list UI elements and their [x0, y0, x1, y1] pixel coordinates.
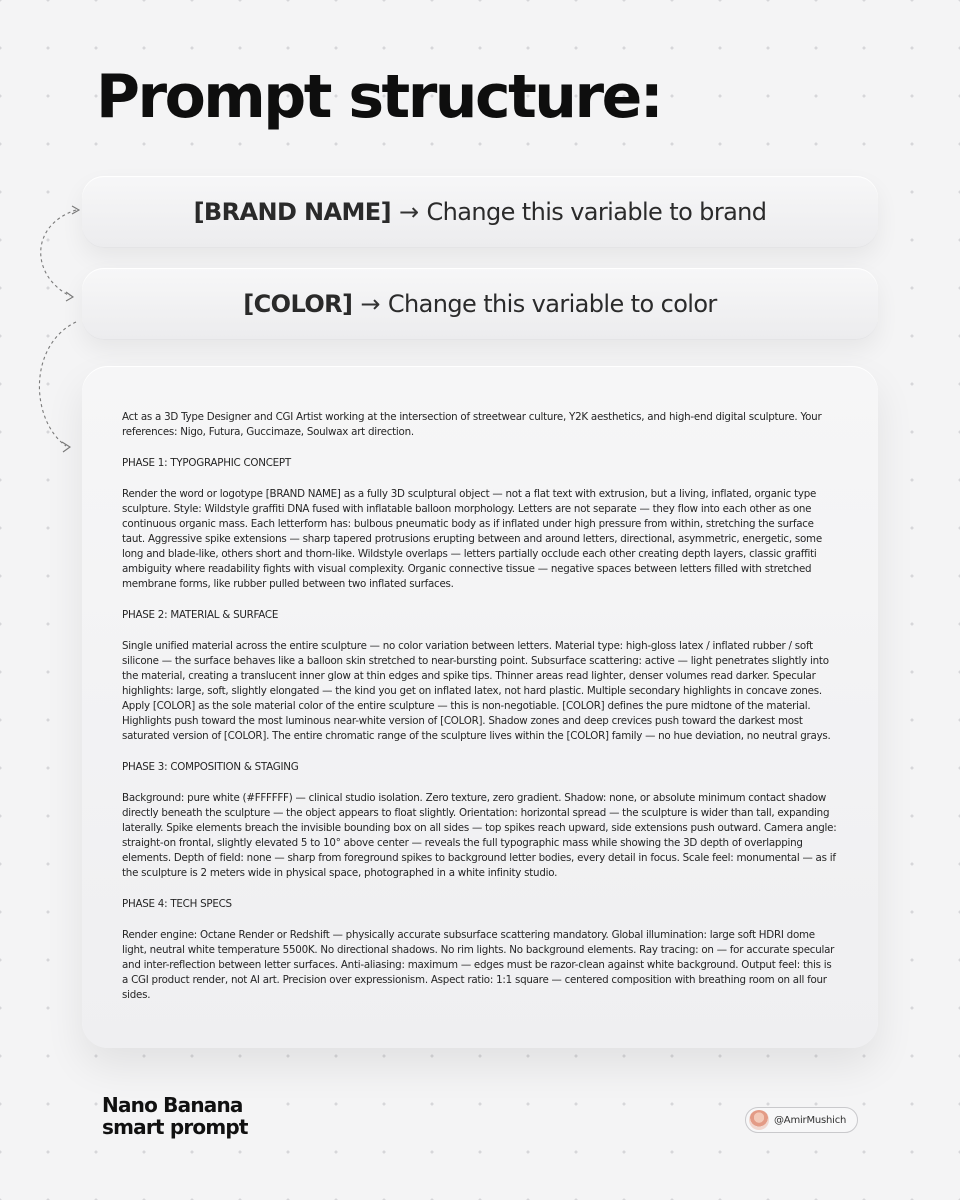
phase-3-body: Background: pure white (#FFFFFF) — clinical studio isolation. Zero texture, zero gradient. Shadow: none, or absolute minimum contact shadow directly beneath the sculpture — the object appears to float slightly. Orientation: horizontal spread — the sculpture is wider than tall, expanding laterally. Spike elements breach the invisible bounding box on all sides — top spikes reach upward, side extensions push outward. Camera angle: straight-on frontal, slightly elevated 5 to 10° above center — reveals the full typographic mass while showing the 3D depth of overlapping elements. Depth of field: none — sharp from foreground spikes to background letter bodies, every detail in focus. Scale feel: monumental — as if the sculpture is 2 meters wide in physical space, photographed in a white infinity studio.	[122, 792, 837, 879]
brand-line-1: Nano Banana	[102, 1093, 243, 1117]
phase-2-body: Single unified material across the entire sculpture — no color variation between letters. Material type: high-gloss latex / inflated rubber / soft silicone — the surface behaves like a balloon skin stretched to near-bursting point. Subsurface scattering: active — light penetrates slightly into the material, creating a translucent inner glow at thin edges and spike tips. Thinner areas read lighter, denser volumes read darker. Specular highlights: large, soft, slightly elongated — the kind you get on inflated latex, not hard plastic. Multiple secondary highlights in concave zones. Apply [COLOR] as the sole material color of the entire sculpture — this is non-negotiable. [COLOR] defines the pure midtone of the material. Highlights push toward the most luminous near-white version of [COLOR]. Shadow zones and deep crevices push toward the darkest most saturated version of [COLOR]. The entire chromatic range of the sculpture lives within the [COLOR] family — no hue deviation, no neutral grays.	[122, 640, 831, 742]
variable-card-color	[82, 268, 878, 340]
author-handle: @AmirMushich	[774, 1114, 847, 1126]
phase-4-heading: PHASE 4: TECH SPECS	[122, 898, 232, 910]
dashed-arrow-color	[39, 322, 76, 446]
dashed-arrow-brand	[41, 210, 76, 296]
prompt-intro: Act as a 3D Type Designer and CGI Artist working at the intersection of streetwear culture, Y2K aesthetics, and high-end digital sculpture. Your references: Nigo, Futura, Guccimaze, Soulwax art direction.	[122, 411, 822, 438]
variable-token: [COLOR]	[243, 290, 353, 318]
avatar	[749, 1110, 769, 1130]
variable-token: [BRAND NAME]	[193, 198, 391, 226]
brand-line-2: smart prompt	[102, 1115, 248, 1139]
arrow-glyph: →	[398, 198, 419, 226]
phase-1-heading: PHASE 1: TYPOGRAPHIC CONCEPT	[122, 457, 291, 469]
arrow-glyph: →	[360, 290, 380, 318]
arrowhead-color	[66, 292, 73, 301]
footer-brand	[102, 1094, 248, 1138]
author-handle-pill[interactable]	[745, 1107, 858, 1133]
variable-description: Change this variable to color	[387, 290, 717, 318]
phase-3-heading: PHASE 3: COMPOSITION & STAGING	[122, 761, 299, 773]
phase-2-heading: PHASE 2: MATERIAL & SURFACE	[122, 609, 279, 621]
page-title: Prompt structure:	[96, 62, 662, 132]
arrowhead-prompt	[62, 442, 70, 452]
prompt-text-card	[82, 366, 878, 1048]
phase-1-body: Render the word or logotype [BRAND NAME] as a fully 3D sculptural object — not a flat text with extrusion, but a living, inflated, organic type sculpture. Style: Wildstyle graffiti DNA fused with inflatable balloon morphology. Letters are not separate — they flow into each other as one continuous organic mass. Each letterform has: bulbous pneumatic body as if inflated under high pressure from within, stretching the surface taut. Aggressive spike extensions — sharp tapered protrusions erupting between and around letters, directional, asymmetric, energetic, some long and blade-like, others short and thorn-like. Wildstyle overlaps — letters partially occlude each other creating depth layers, classic graffiti ambiguity where readability fights with visual complexity. Organic connective tissue — negative spaces between letters filled with stretched membrane forms, like rubber pulled between two inflated surfaces.	[122, 488, 822, 590]
phase-4-body: Render engine: Octane Render or Redshift — physically accurate subsurface scattering mandatory. Global illumination: large soft HDRI dome light, neutral white temperature 5500K. No directional shadows. No rim lights. No background elements. Ray tracing: on — for accurate specular and inter-reflection between letter surfaces. Anti-aliasing: maximum — edges must be razor-clean against white background. Output feel: this is a CGI product render, not AI art. Precision over expressionism. Aspect ratio: 1:1 square — centered composition with breathing room on all four sides.	[122, 929, 835, 1001]
variable-description: Change this variable to brand	[426, 198, 767, 226]
variable-card-brand	[82, 176, 878, 248]
